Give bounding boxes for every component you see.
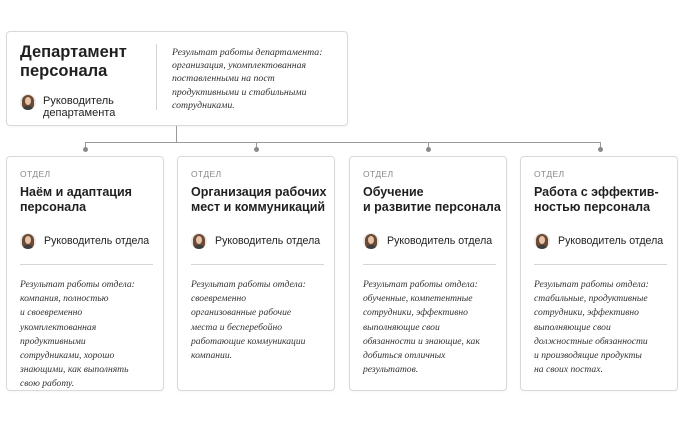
department-head: [20, 94, 123, 119]
unit-card-workplaces: [177, 156, 335, 391]
connector-dot-1: [83, 147, 88, 152]
unit-name: Наём и адаптация персонала: [20, 185, 132, 214]
connector-trunk: [176, 126, 177, 142]
unit-head-label: Руководитель отдела: [558, 235, 664, 247]
department-card: [6, 31, 348, 126]
unit-name: Обучение и развитие персонала: [363, 185, 501, 214]
unit-result: Результат работы отдела: стабильные, продуктивные сотрудники, эффективно выполняющие свои должностные обязанности и производящие продукты на своих постах.: [534, 279, 649, 376]
unit-kicker: ОТДЕЛ: [191, 169, 222, 179]
unit-head-label: Руководитель отдела: [44, 235, 150, 247]
avatar: [20, 233, 36, 249]
connector-dot-3: [426, 147, 431, 152]
unit-name: Организация рабочих мест и коммуникаций: [191, 185, 327, 214]
horizontal-divider: [20, 264, 153, 265]
unit-card-training: [349, 156, 507, 391]
department-title: Департамент персонала: [20, 43, 127, 80]
unit-name: Работа с эффектив- ностью персонала: [534, 185, 659, 214]
horizontal-divider: [191, 264, 324, 265]
unit-kicker: ОТДЕЛ: [534, 169, 565, 179]
unit-card-performance: [520, 156, 678, 391]
department-result: Результат работы департамента: организация, укомплектованная поставленными на пост продуктивными и стабильными сотрудниками.: [172, 47, 323, 111]
avatar: [20, 94, 36, 110]
unit-kicker: ОТДЕЛ: [20, 169, 51, 179]
unit-result: Результат работы отдела: своевременно организованные рабочие места и бесперебойно работающие коммуникации компании.: [191, 279, 306, 362]
unit-head: [534, 233, 663, 249]
avatar: [363, 233, 379, 249]
vertical-divider: [156, 44, 157, 110]
unit-head-label: Руководитель отдела: [387, 235, 493, 247]
avatar: [534, 233, 550, 249]
unit-result: Результат работы отдела: компания, полностью и своевременно укомплектованная продуктивными сотрудниками, хорошо знающими, как выполнять свою работу.: [20, 279, 135, 390]
unit-card-hiring: [6, 156, 164, 391]
avatar: [191, 233, 207, 249]
horizontal-divider: [363, 264, 496, 265]
unit-result: Результат работы отдела: обученные, компетентные сотрудники, эффективно выполняющие свои обязанности и знающие, как добиться отличных результатов.: [363, 279, 480, 376]
connector-dot-4: [598, 147, 603, 152]
connector-bus: [85, 142, 601, 143]
department-head-label: Руководитель департамента: [43, 95, 116, 119]
unit-head: [20, 233, 149, 249]
unit-kicker: ОТДЕЛ: [363, 169, 394, 179]
unit-head: [191, 233, 320, 249]
connector-dot-2: [254, 147, 259, 152]
unit-head: [363, 233, 492, 249]
horizontal-divider: [534, 264, 667, 265]
unit-head-label: Руководитель отдела: [215, 235, 321, 247]
